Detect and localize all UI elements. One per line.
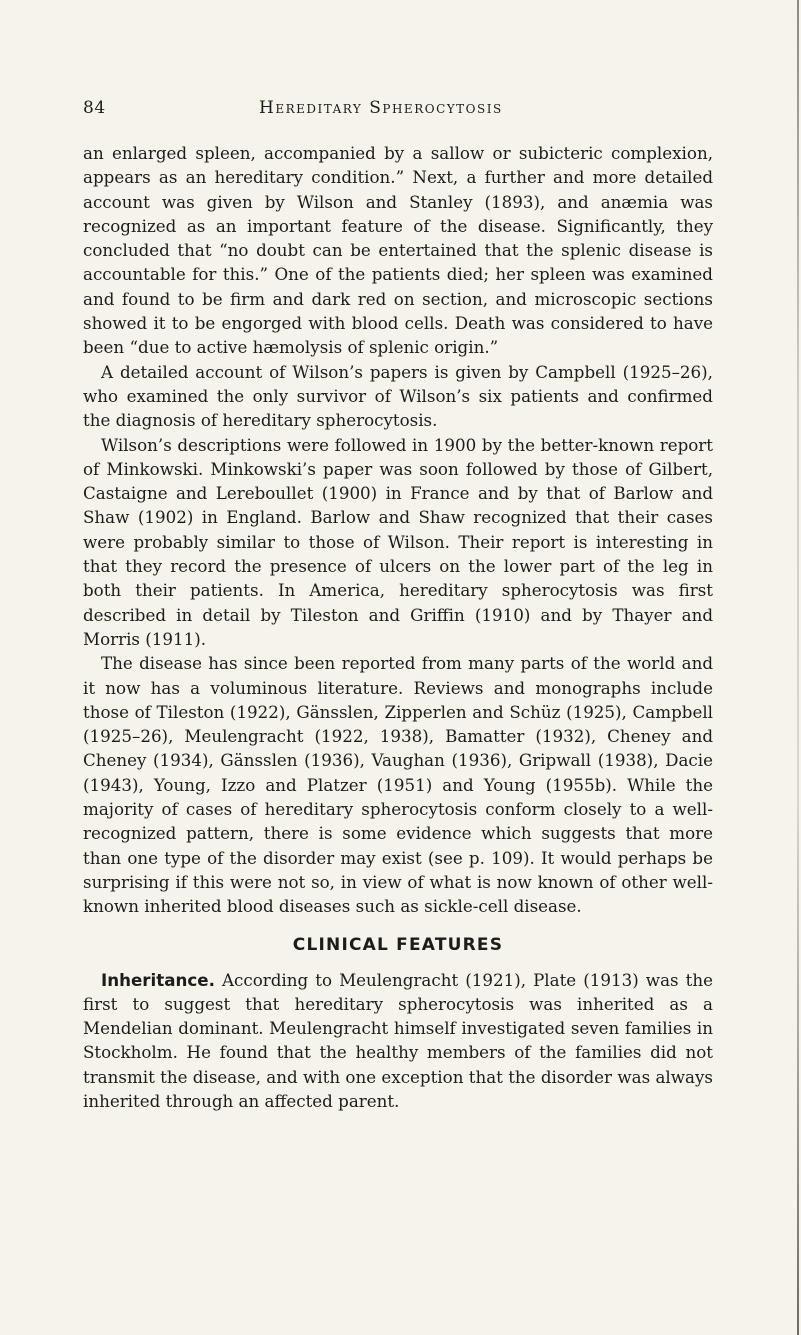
running-head <box>83 96 723 120</box>
body-text <box>83 141 713 1113</box>
page-edge-line <box>797 0 799 1335</box>
paragraph-minkowski: Wilson’s descriptions were followed in 1900 by the better-known report of Minkowski. Minkowski’s paper was soon followed by those of Gilbert, Castaigne and Lereboullet (1900) in France and by that of Barlow and Shaw (1902) in England. Barlow and Shaw recognized that their cases were probably similar to those of Wilson. Their report is interesting in that they record the presence of ulcers on the lower part of the leg in both their patients. In America, hereditary spherocytosis was first described in detail by Tileston and Griffin (1910) and by Thayer and Morris (1911). <box>83 434 713 649</box>
run-in-heading: Inheritance. <box>101 969 215 990</box>
running-title: Hereditary Spherocytosis <box>259 98 503 118</box>
inheritance-text: According to Meulengracht (1921), Plate (1913) was the first to suggest that hereditary spherocytosis was inherited as a Mendelian dominant. Meulengracht himself investigated seven families in Stockholm. He found that the healthy members of the families did not transmit the disease, and with one exception that the disorder was always inherited through an affected parent. <box>83 969 713 1111</box>
paragraph-literature: The disease has since been reported from many parts of the world and it now has a voluminous literature. Reviews and monographs include those of Tileston (1922), Gänsslen, Zipperlen and Schüz (1925), Campbell (1925–26), Meulengracht (1922, 1938), Bamatter (1932), Cheney and Cheney (1934), Gänsslen (1936), Vaughan (1936), Gripwall (1938), Dacie (1943), Young, Izzo and Platzer (1951) and Young (1955b). While the majority of cases of hereditary spherocytosis conform closely to a well-recognized pattern, there is some evidence which suggests that more than one type of the disorder may exist (see p. 109). It would perhaps be surprising if this were not so, in view of what is now known of other well-known inherited blood diseases such as sickle-cell disease. <box>83 653 713 917</box>
section-heading: CLINICAL FEATURES <box>292 934 504 955</box>
paragraph-continued: an enlarged spleen, accompanied by a sallow or subicteric complexion, appears as an hereditary condition.” Next, a further and more detailed account was given by Wilson and Stanley (1893), and anæmia was recognized as an important feature of the disease. Significantly, they concluded that “no doubt can be entertained that the splenic disease is accountable for this.” One of the patients died; her spleen was examined and found to be firm and dark red on section, and microscopic sections showed it to be engorged with blood cells. Death was considered to have been “due to active hæmolysis of splenic origin.” <box>83 143 713 358</box>
paragraph-inheritance <box>83 968 713 1114</box>
page-number: 84 <box>83 98 106 118</box>
paragraph-campbell: A detailed account of Wilson’s papers is given by Campbell (1925–26), who examined the only survivor of Wilson’s six patients and confirmed the diagnosis of hereditary spherocytosis. <box>83 361 713 431</box>
